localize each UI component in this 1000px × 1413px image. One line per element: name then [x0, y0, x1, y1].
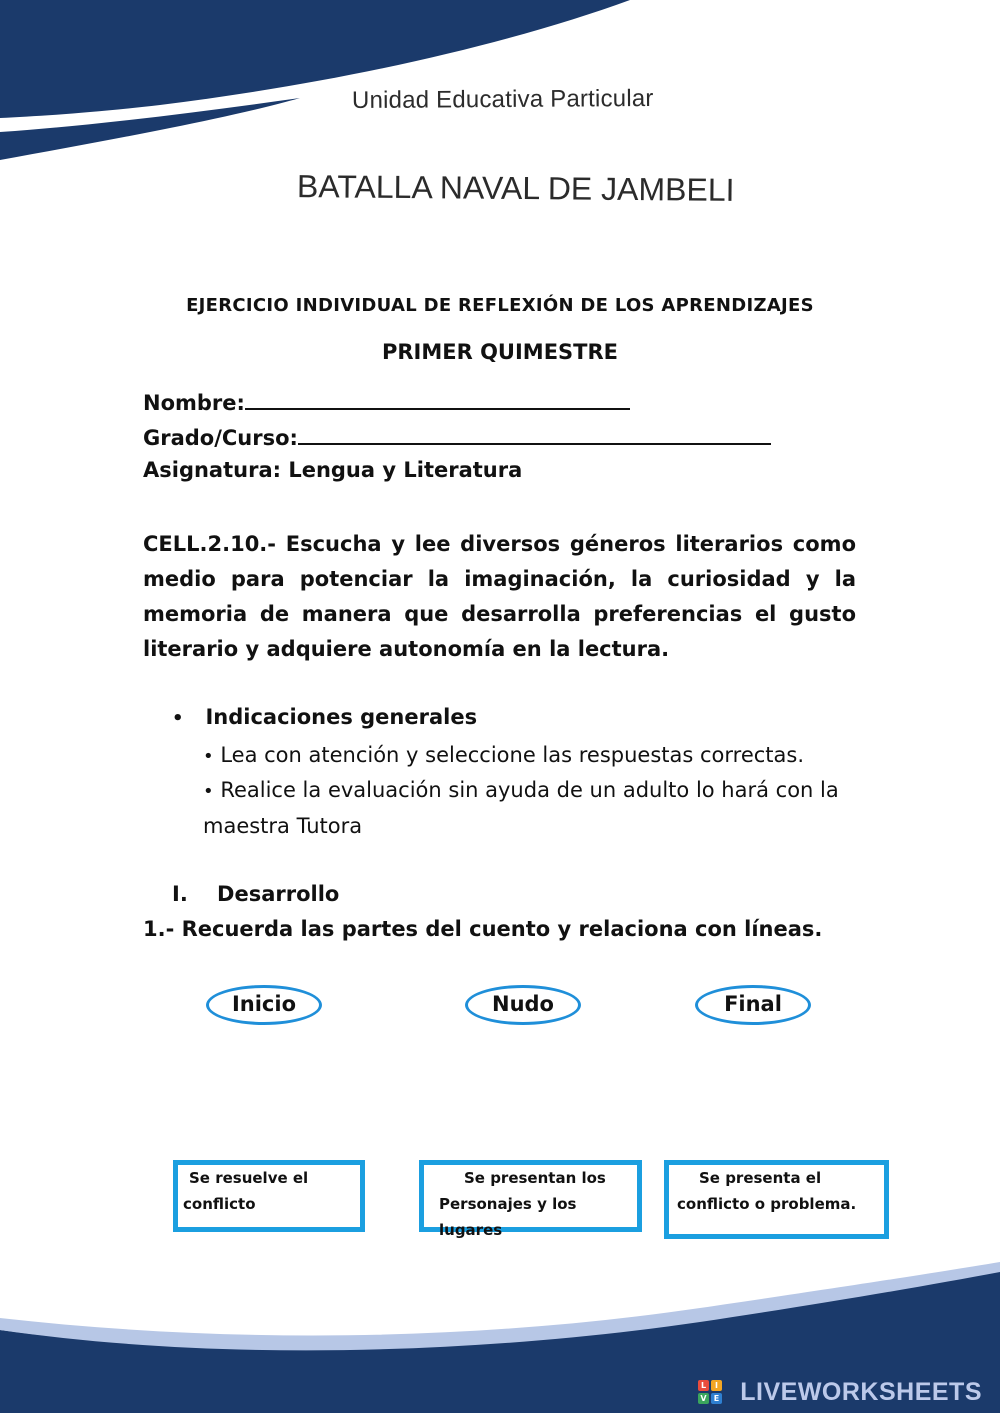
oval-final[interactable]: Final	[695, 985, 811, 1025]
indication-item	[203, 773, 863, 844]
name-blank-line[interactable]	[245, 388, 630, 410]
description-box-resolution[interactable]	[173, 1160, 365, 1232]
description-box-conflict[interactable]	[664, 1160, 889, 1239]
box-line: Se presentan los	[464, 1169, 606, 1187]
indications-heading-row	[172, 705, 477, 729]
box-line: Se presenta el	[699, 1169, 822, 1187]
indication-text: Lea con atención y seleccione las respuestas correctas.	[220, 743, 805, 767]
bullet-icon: •	[203, 746, 214, 767]
learning-objective: CELL.2.10.- Escucha y lee diversos géneros literarios como medio para potenciar la imaginación, la curiosidad y la memoria de manera que desarrolla preferencias el gusto literario y adquiere autonomía en la lectura.	[143, 532, 856, 661]
exercise-subtitle: EJERCICIO INDIVIDUAL DE REFLEXIÓN DE LOS APRENDIZAJES	[186, 295, 814, 316]
box-line: Se resuelve el	[189, 1169, 309, 1187]
name-label: Nombre:	[143, 391, 245, 415]
box-line: conflicto	[183, 1195, 256, 1213]
grade-field	[143, 423, 771, 450]
grade-blank-line[interactable]	[298, 423, 771, 445]
period-label: PRIMER QUIMESTRE	[381, 340, 619, 364]
section-heading	[172, 882, 339, 906]
oval-nudo[interactable]: Nudo	[465, 985, 581, 1025]
oval-inicio[interactable]: Inicio	[206, 985, 322, 1025]
school-name: Unidad Educativa Particular	[351, 84, 654, 115]
grade-label: Grado/Curso:	[143, 426, 298, 450]
indication-text: Realice la evaluación sin ayuda de un adulto lo hará con la maestra Tutora	[203, 778, 839, 838]
indications-heading: Indicaciones generales	[205, 705, 478, 729]
logo-letter: E	[711, 1393, 722, 1404]
description-box-characters[interactable]	[419, 1160, 642, 1239]
box-line: conflicto o problema.	[677, 1195, 857, 1213]
logo-letter: L	[698, 1380, 709, 1391]
logo-letter: I	[711, 1380, 722, 1391]
box-line: Personajes y los lugares	[439, 1195, 577, 1239]
subject-field: Asignatura: Lengua y Literatura	[143, 458, 523, 482]
section-title: Desarrollo	[217, 882, 340, 906]
bullet-icon: •	[172, 708, 184, 729]
name-field	[143, 388, 630, 415]
worksheet-title: BATALLA NAVAL DE JAMBELI	[296, 168, 735, 208]
question-1: 1.- Recuerda las partes del cuento y relaciona con líneas.	[143, 917, 823, 941]
indication-item	[203, 738, 863, 774]
section-number: I.	[172, 882, 188, 906]
liveworksheets-watermark: LIVEWORKSHEETS	[740, 1378, 982, 1406]
bullet-icon: •	[203, 781, 214, 802]
logo-letter: V	[698, 1393, 709, 1404]
liveworksheets-logo-icon	[698, 1380, 722, 1404]
